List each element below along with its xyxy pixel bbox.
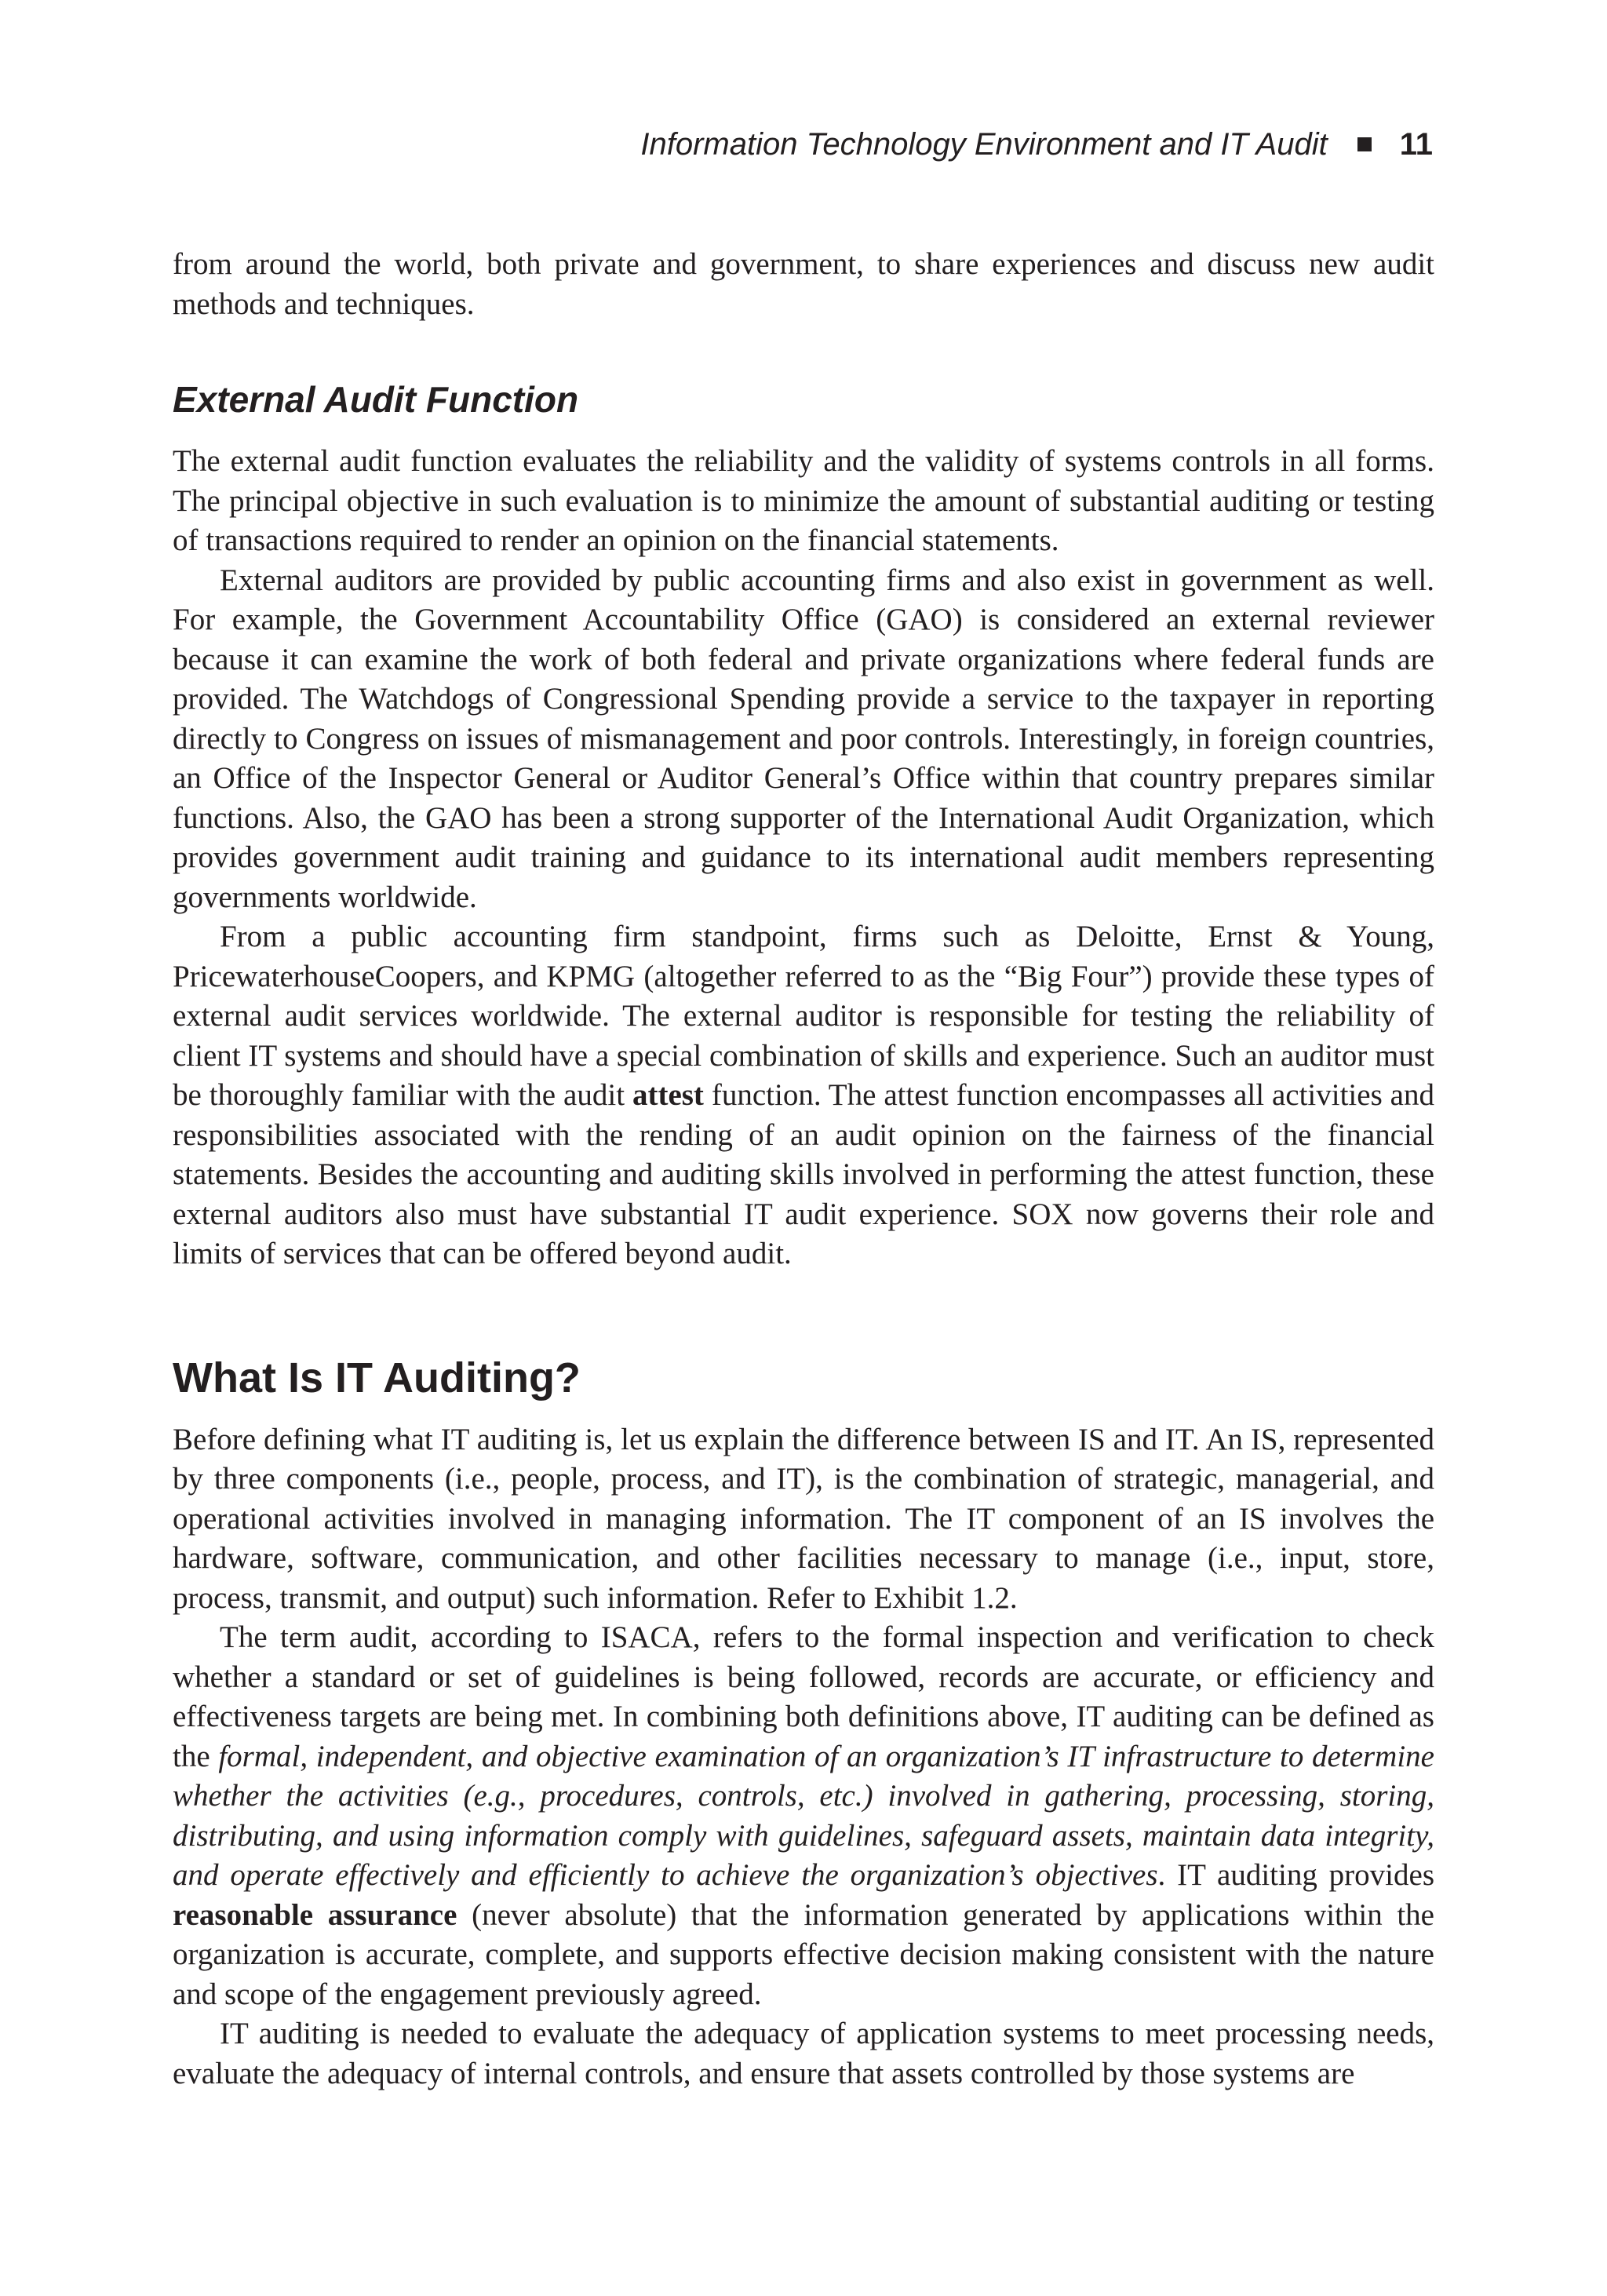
section-heading: What Is IT Auditing? xyxy=(173,1354,581,1401)
running-header xyxy=(640,124,1433,165)
text-run: The term audit, according to ISACA, refers to the formal inspection and verification to check whether a standard or set of guidelines is being followed, records are accurate, or efficiency and effectiveness targets are being met. In combining both definitions above, IT auditing can be defined as the xyxy=(173,1620,1434,1773)
text-run: . IT auditing provides xyxy=(1157,1858,1434,1892)
text-run: (never absolute) that the information generated by applications within the organization is accurate, complete, and supports effective decision making consistent with the nature and scope of the engagement previously agreed. xyxy=(173,1897,1434,2011)
page-number: 11 xyxy=(1399,127,1433,162)
paragraph-it-3: IT auditing is needed to evaluate the adequacy of application systems to meet processing needs, evaluate the adequacy of internal controls, and ensure that assets controlled by those systems are xyxy=(173,2017,1434,2090)
paragraph-external-3 xyxy=(173,917,1434,1274)
paragraph-external-1: The external audit function evaluates the reliability and the validity of systems controls in all forms. The principal objective in such evaluation is to minimize the amount of substantial auditing or testing of transactions required to render an opinion on the financial statements. xyxy=(173,444,1434,557)
paragraph-it-1: Before defining what IT auditing is, let us explain the difference between IS and IT. An IS, represented by three components (i.e., people, process, and IT), is the combination of strategic, managerial, and operational activities involved in managing information. The IT component of an IS involves the hardware, software, communication, and other facilities necessary to manage (i.e., input, store, process, transmit, and output) such information. Refer to Exhibit 1.2. xyxy=(173,1422,1434,1615)
body-text xyxy=(173,245,1434,2094)
paragraph-it-2 xyxy=(173,1618,1434,2014)
paragraph-intro: from around the world, both private and government, to share experiences and discuss new audit methods and techniques. xyxy=(173,247,1434,321)
running-title: Information Technology Environment and IT Audit xyxy=(640,127,1328,162)
bold-term-attest: attest xyxy=(632,1078,704,1112)
text-run: function. The attest function encompasses all activities and responsibilities associated with the rending of an audit opinion on the fairness of the financial statements. Besides the accounting and auditing skills involved in performing the attest function, these external auditors also must have substantial IT audit experience. SOX now governs their role and limits of services that can be offered beyond audit. xyxy=(173,1078,1434,1270)
bold-term-reasonable-assurance: reasonable assurance xyxy=(173,1897,457,1932)
text-run: From a public accounting firm standpoint, firms such as Deloitte, Ernst & Young, PricewaterhouseCoopers, and KPMG (altogether referred to as the “Big Four”) provide these types of external audit services worldwide. The external auditor is responsible for testing the reliability of client IT systems and should have a special combination of skills and experience. Such an auditor must be thoroughly familiar with the audit xyxy=(173,920,1434,1112)
italic-definition: formal, independent, and objective examination of an organization’s IT infrastructure to determine whether the activities (e.g., procedures, controls, etc.) involved in gathering, processing, storing, distributing, and using information comply with guidelines, safeguard assets, maintain data integrity, and operate effectively and efficiently to achieve the organization’s objectives xyxy=(173,1739,1434,1892)
subsection-heading: External Audit Function xyxy=(173,379,579,420)
separator-square-icon xyxy=(1357,137,1372,151)
paragraph-external-2: External auditors are provided by public accounting firms and also exist in government as well. For example, the Government Accountability Office (GAO) is considered an external reviewer because it can examine the work of both federal and private organizations where federal funds are provided. The Watchdogs of Congressional Spending provide a service to the taxpayer in reporting directly to Congress on issues of mismanagement and poor controls. Interestingly, in foreign countries, an Office of the Inspector General or Auditor General’s Office within that country prepares similar functions. Also, the GAO has been a strong supporter of the International Audit Organization, which provides government audit training and guidance to its international audit members representing governments worldwide. xyxy=(173,563,1434,914)
